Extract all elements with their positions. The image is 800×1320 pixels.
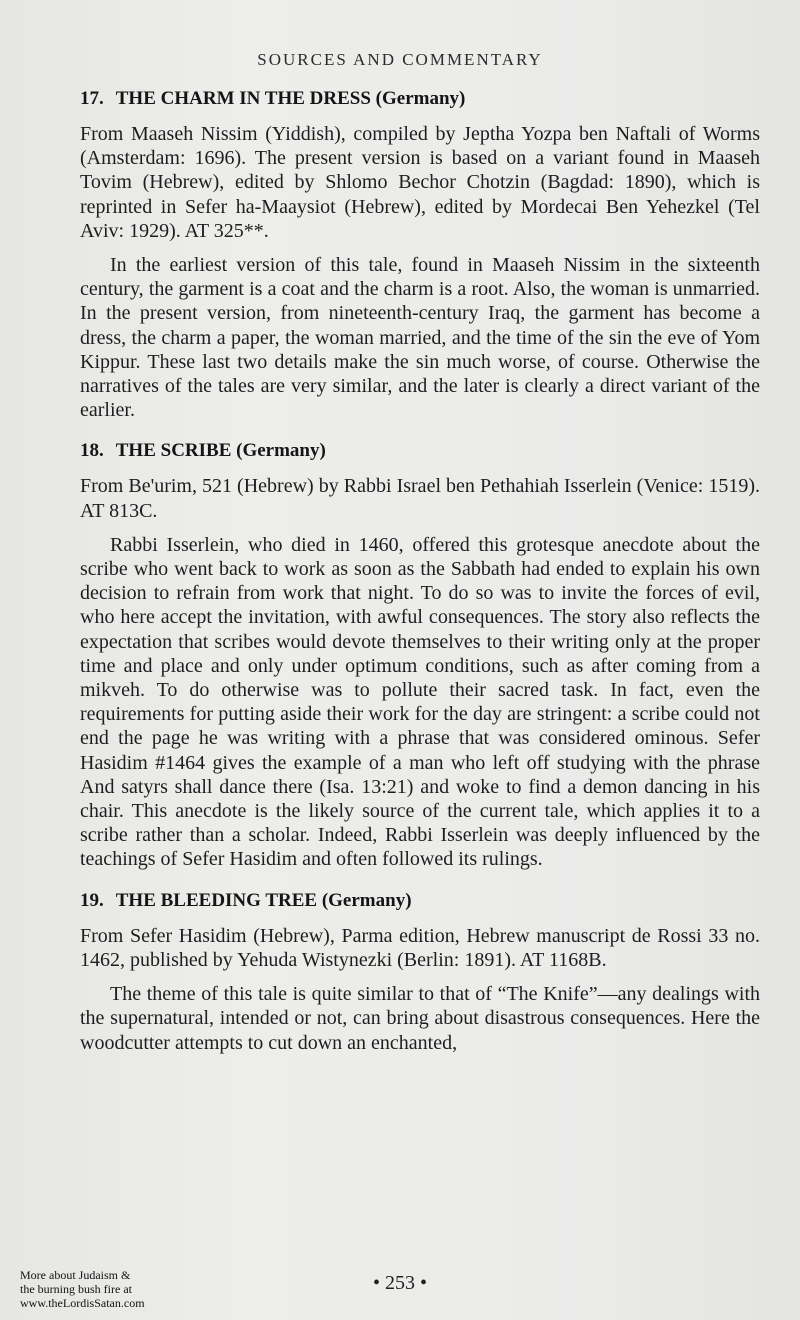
section-18 <box>80 440 760 871</box>
section-17 <box>80 88 760 422</box>
section-number: 17. <box>80 88 104 109</box>
page-content <box>80 88 760 1073</box>
paragraph: From Sefer Hasidim (Hebrew), Parma edition, Hebrew manuscript de Rossi 33 no. 1462, published by Yehuda Wistynezki (Berlin: 1891). AT 1168B. <box>80 924 760 971</box>
section-region: (Germany) <box>236 440 326 462</box>
footer-note-line: the burning bush fire at <box>20 1282 132 1296</box>
section-number: 18. <box>80 440 104 462</box>
section-region: (Germany) <box>375 88 466 109</box>
section-region: (Germany) <box>321 889 412 911</box>
running-head: SOURCES AND COMMENTARY <box>257 50 543 69</box>
paragraph: In the earliest version of this tale, found in Maaseh Nissim in the sixteenth century, the garment is a coat and the charm is a root. Also, the woman is unmarried. In the present version, from nineteenth-century Iraq, the garment has become a dress, the charm a paper, the woman married, and the time of the sin the eve of Yom Kippur. These last two details make the sin much worse, of course. Otherwise the narratives of the tales are very similar, and the later is clearly a direct variant of the earlier. <box>80 254 760 422</box>
footer-note-link[interactable]: www.theLordisSatan.com <box>20 1296 145 1310</box>
section-heading <box>80 88 760 110</box>
section-19 <box>80 890 760 1055</box>
paragraph: The theme of this tale is quite similar to that of “The Knife”—any dealings with the supernatural, intended or not, can bring about disastrous consequences. Here the woodcutter attempts to cut down an enchanted, <box>80 983 760 1054</box>
page-number: • 253 • <box>372 1272 427 1294</box>
paragraph: Rabbi Isserlein, who died in 1460, offered this grotesque anecdote about the scribe who went back to work as soon as the Sabbath had ended to explain his own decision to refrain from work that night. To do so was to invite the forces of evil, who here accept the invitation, with awful consequences. The story also reflects the expectation that scribes would devote themselves to their writing only at the proper time and place and only under optimum conditions, such as after coming from a mikveh. To do otherwise was to pollute their sacred task. In fact, even the requirements for putting aside their work for the day are stringent: a scribe could not end the page he was writing with a phrase that was considered ominous. Sefer Hasidim #1464 gives the example of a man who left off studying with the phrase And satyrs shall dance there (Isa. 13:21) and woke to find a demon dancing in his chair. This anecdote is the likely source of the current tale, which applies it to a scribe rather than a scholar. Indeed, Rabbi Isserlein was deeply influenced by the teachings of Sefer Hasidim and often followed its rulings. <box>80 533 760 871</box>
section-title: THE SCRIBE <box>115 440 232 462</box>
footer-note[interactable] <box>20 1268 190 1310</box>
paragraph: From Maaseh Nissim (Yiddish), compiled by Jeptha Yozpa ben Naftali of Worms (Amsterdam: 1696). The present version is based on a variant found in Maaseh Tovim (Hebrew), edited by Shlomo Bechor Chotzin (Bagdad: 1890), which is reprinted in Sefer ha-Maaysiot (Hebrew), edited by Mordecai Ben Yehezkel (Tel Aviv: 1929). AT 325**. <box>80 123 760 242</box>
section-title: THE CHARM IN THE DRESS <box>115 88 371 109</box>
section-heading <box>80 890 760 912</box>
section-number: 19. <box>80 889 104 911</box>
paragraph: From Be'urim, 521 (Hebrew) by Rabbi Israel ben Pethahiah Isserlein (Venice: 1519). AT 813C. <box>80 475 760 522</box>
section-heading <box>80 440 760 462</box>
footer-note-line: More about Judaism & <box>20 1268 131 1282</box>
section-title: THE BLEEDING TREE <box>115 889 318 911</box>
